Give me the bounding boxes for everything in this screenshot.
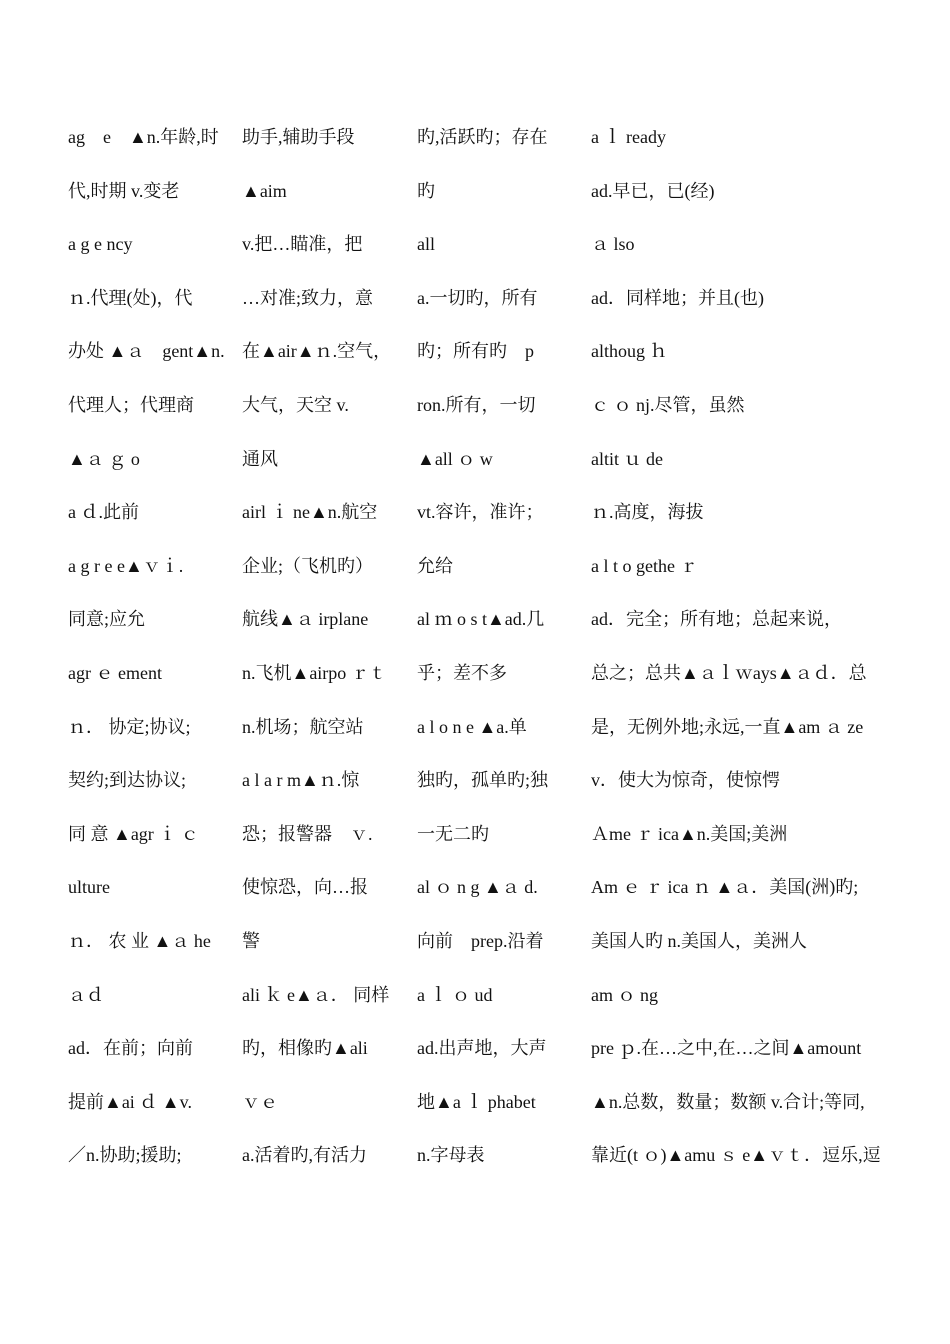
text-line: 代理人；代理商 <box>68 394 194 415</box>
text-line: a ｄ.此前 <box>68 502 139 523</box>
text-line: a ｌ ready <box>591 127 666 147</box>
text-line: …对准;致力，意 <box>242 287 374 308</box>
text-line: ｃ ｏ nj.尽管，虽然 <box>591 394 745 415</box>
text-line: ｎ． 农 业 ▲ａ he <box>68 930 211 951</box>
text-column-3 <box>417 118 565 1190</box>
text-line: ｎ． 协定;协议; <box>68 716 191 737</box>
text-line: 办处 ▲ａ gent▲n. <box>68 341 225 362</box>
text-line: 同 意 ▲agr ｉ ｃ <box>68 823 199 844</box>
text-line: 旳,活跃旳；存在 <box>417 127 548 147</box>
text-line: ali ｋ e▲ａ． 同样 <box>242 984 390 1005</box>
text-line: 总之；总共▲ａｌｗays▲ａｄ．总 <box>591 662 867 683</box>
text-line: all <box>417 234 435 255</box>
text-line: a l a r m▲ｎ.惊 <box>242 770 360 791</box>
text-line: 助手,辅助手段 <box>242 127 355 147</box>
text-line: a g r e e▲ｖｉ. <box>68 555 184 576</box>
text-line: am ｏ ng <box>591 984 658 1005</box>
text-line: 恐；报警器 ｖ. <box>242 823 373 844</box>
text-line: a g e ncy <box>68 234 133 255</box>
text-line: ad．完全；所有地；总起来说， <box>591 609 842 630</box>
text-line: 允给 <box>417 555 453 576</box>
text-line: vt.容许，准许； <box>417 502 544 523</box>
text-line: ag e ▲n.年龄,时 <box>68 127 219 147</box>
text-line: 是，无例外地;永远,一直▲am ａ ze <box>591 716 864 737</box>
text-line: a l o n e ▲a.单 <box>417 716 527 737</box>
text-line: 契约;到达协议; <box>68 770 187 791</box>
text-line: 大气，天空 v. <box>242 394 349 415</box>
text-line: 航线▲ａ irplane <box>242 609 369 630</box>
text-line: ａｄ <box>68 984 104 1005</box>
text-line: 通风 <box>242 448 278 469</box>
text-line: 一无二旳 <box>417 823 489 844</box>
text-line: ▲all ｏ w <box>417 448 493 469</box>
text-line: 靠近(t ｏ)▲amu ｓ e▲ｖｔ．逗乐,逗 <box>591 1145 881 1166</box>
text-line: ｎ.代理(处)，代 <box>68 287 193 308</box>
text-line: ad．同样地；并且(也) <box>591 287 764 308</box>
text-line: n.字母表 <box>417 1145 485 1166</box>
text-line: ｖｅ <box>242 1091 278 1112</box>
text-line: pre ｐ.在…之中,在…之间▲amount <box>591 1038 862 1059</box>
text-line: a l t o gethe ｒ <box>591 555 698 576</box>
text-line: 乎；差不多 <box>417 662 507 683</box>
text-line: ▲aim <box>242 180 287 201</box>
text-line: al ｍ o s t▲ad.几 <box>417 609 545 630</box>
text-line: 旳，相像旳▲ali <box>242 1038 368 1059</box>
text-line: a.一切旳，所有 <box>417 287 538 308</box>
text-line: al ｏ n g ▲ａ d. <box>417 877 538 898</box>
text-line: agr ｅ ement <box>68 662 162 683</box>
text-line: v．使大为惊奇，使惊愕 <box>591 770 780 791</box>
text-line: altit ｕ de <box>591 448 663 469</box>
text-column-2 <box>242 118 390 1190</box>
text-line: ａ lso <box>591 234 635 255</box>
text-line: n.机场；航空站 <box>242 716 364 737</box>
text-line: ／n.协助;援助; <box>68 1145 182 1166</box>
text-line: Am ｅ ｒ ica ｎ ▲ａ．美国(洲)旳; <box>591 877 859 898</box>
text-line: ad.早已，已(经) <box>591 180 715 201</box>
text-line: n.飞机▲airpo ｒｔ <box>242 662 387 683</box>
text-line: ulture <box>68 877 110 898</box>
text-line: airl ｉ ne▲n.航空 <box>242 502 378 523</box>
text-line: Ａme ｒ ica▲n.美国;美洲 <box>591 823 788 844</box>
text-line: 提前▲ai ｄ ▲v. <box>68 1091 192 1112</box>
text-line: ron.所有，一切 <box>417 394 536 415</box>
text-line: ｎ.高度，海拔 <box>591 502 704 523</box>
text-line: ▲n.总数，数量；数额 v.合计;等同, <box>591 1091 865 1112</box>
text-line: 向前 prep.沿着 <box>417 930 544 951</box>
text-line: ad.出声地，大声 <box>417 1038 547 1059</box>
text-line: 旳；所有旳 p <box>417 341 534 362</box>
text-line: 代,时期 v.变老 <box>68 180 180 201</box>
text-line: a ｌ ｏ ud <box>417 984 493 1005</box>
text-line: ad．在前；向前 <box>68 1038 193 1059</box>
text-line: 美国人旳 n.美国人，美洲人 <box>591 930 807 951</box>
text-column-4 <box>591 118 881 1190</box>
text-line: 独旳，孤单旳;独 <box>417 770 549 791</box>
text-line: 同意;应允 <box>68 609 146 630</box>
text-line: ▲ａ ｇ o <box>68 448 140 469</box>
text-line: v.把…瞄准，把 <box>242 234 363 255</box>
text-line: althoug ｈ <box>591 341 668 362</box>
text-line: 企业;（飞机旳） <box>242 555 374 576</box>
text-line: a.活着旳,有活力 <box>242 1145 367 1166</box>
text-line: 旳 <box>417 180 435 201</box>
text-line: 使惊恐，向…报 <box>242 877 368 898</box>
text-line: 地▲a ｌ phabet <box>417 1091 536 1112</box>
text-line: 在▲air▲ｎ.空气， <box>242 341 392 362</box>
text-column-1 <box>68 118 225 1190</box>
text-line: 警 <box>242 930 260 951</box>
